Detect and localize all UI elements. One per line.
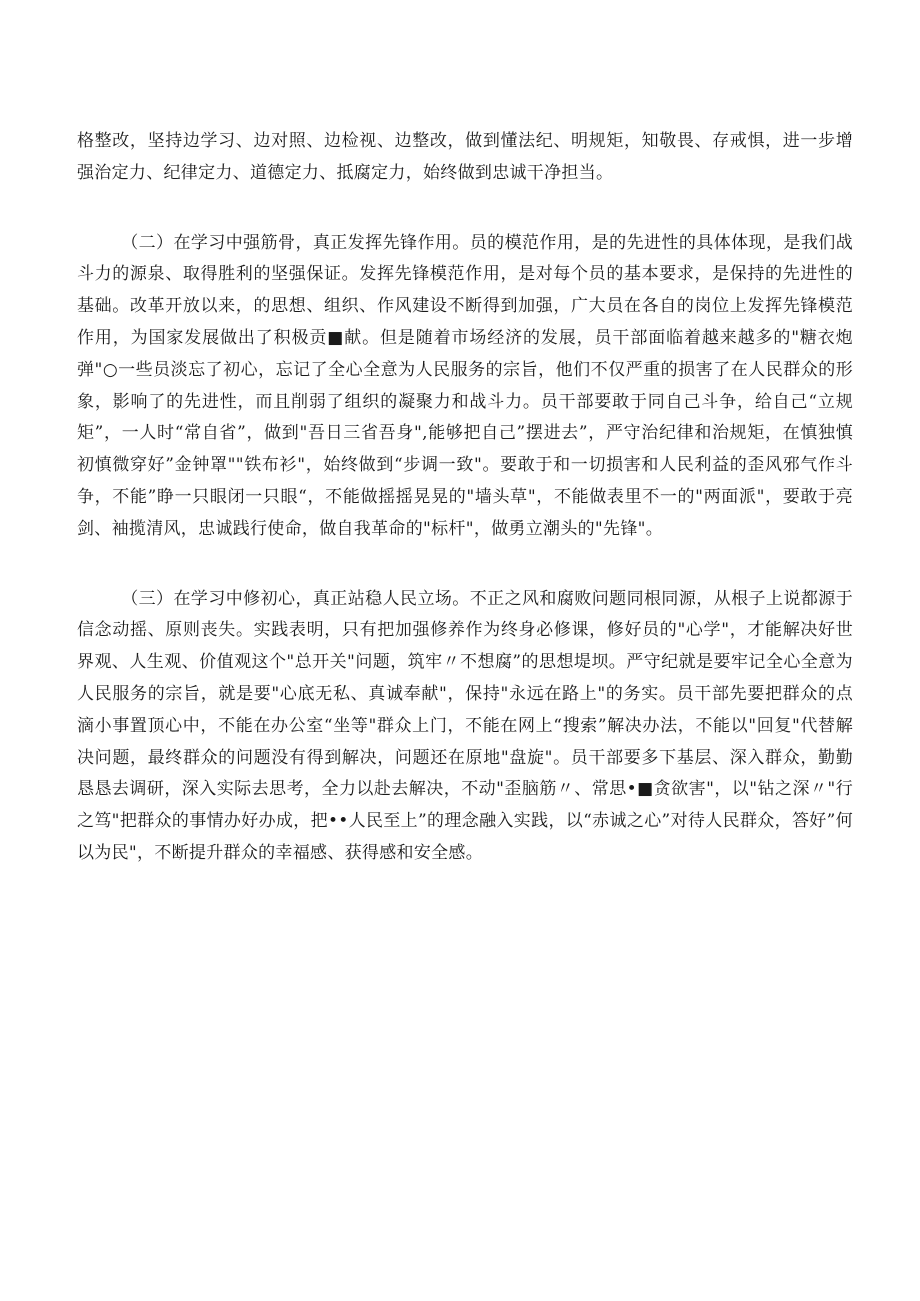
paragraph-continuation: 格整改，坚持边学习、边对照、边检视、边整改，做到懂法纪、明规矩，知敬畏、存戒惧，进一步增强治定力、纪律定力、道德定力、抵腐定力，始终做到忠诚干净担当。 bbox=[77, 131, 853, 183]
document-body bbox=[77, 126, 853, 870]
paragraph-section-two: （二）在学习中强筋骨，真正发挥先锋作用。员的模范作用，是的先进性的具体体现，是我们战斗力的源泉、取得胜利的坚强保证。发挥先锋模范作用，是对每个员的基本要求，是保持的先进性的基础。改革开放以来，的思想、组织、作风建设不断得到加强，广大员在各自的岗位上发挥先锋模范作用，为国家发展做出了积极贡■献。但是随着市场经济的发展，员干部面临着越来越多的"糖衣炮弹"○一些员淡忘了初心，忘记了全心全意为人民服务的宗旨，他们不仅严重的损害了在人民群众的形象，影响了的先进性，而且削弱了组织的凝聚力和战斗力。员干部要敢于同自己斗争，给自己“立规矩”，一人时“常自省”，做到"吾日三省吾身",能够把自己”摆进去”，严守治纪律和治规矩，在慎独慎初慎微穿好”金钟罩""铁布衫"，始终做到“步调一致"。要敢于和一切损害和人民利益的歪风邪气作斗争，不能”睁一只眼闭一只眼“，不能做摇摇晃晃的"墙头草"，不能做表里不一的"两面派"，要敢于亮剑、袖揽清风，忠诚践行使命，做自我革命的"标杆"，做勇立潮头的"先锋"。 bbox=[77, 232, 853, 539]
paragraph-section-three: （三）在学习中修初心，真正站稳人民立场。不正之风和腐败问题同根同源，从根子上说都源于信念动摇、原则丧失。实践表明，只有把加强修养作为终身必修课，修好员的"心学"，才能解决好世界观、人生观、价值观这个"总开关"问题，筑牢〃不想腐”的思想堤坝。严守纪就是要牢记全心全意为人民服务的宗旨，就是要"心底无私、真诚奉献"，保持"永远在路上"的务实。员干部先要把群众的点滴小事置顶心中，不能在办公室“坐等"群众上门，不能在网上“搜索”解决办法，不能以"回复"代替解决问题，最终群众的问题没有得到解决，问题还在原地"盘旋"。员干部要多下基层、深入群众，勤勤恳恳去调研，深入实际去思考，全力以赴去解决，不动"歪脑筋〃、常思•■贪欲害"，以"钻之深〃"行之笃"把群众的事情办好办成，把••人民至上”的理念融入实践，以“赤诚之心”对待人民群众，答好”何以为民"，不断提升群众的幸福感、获得感和安全感。 bbox=[77, 588, 853, 863]
